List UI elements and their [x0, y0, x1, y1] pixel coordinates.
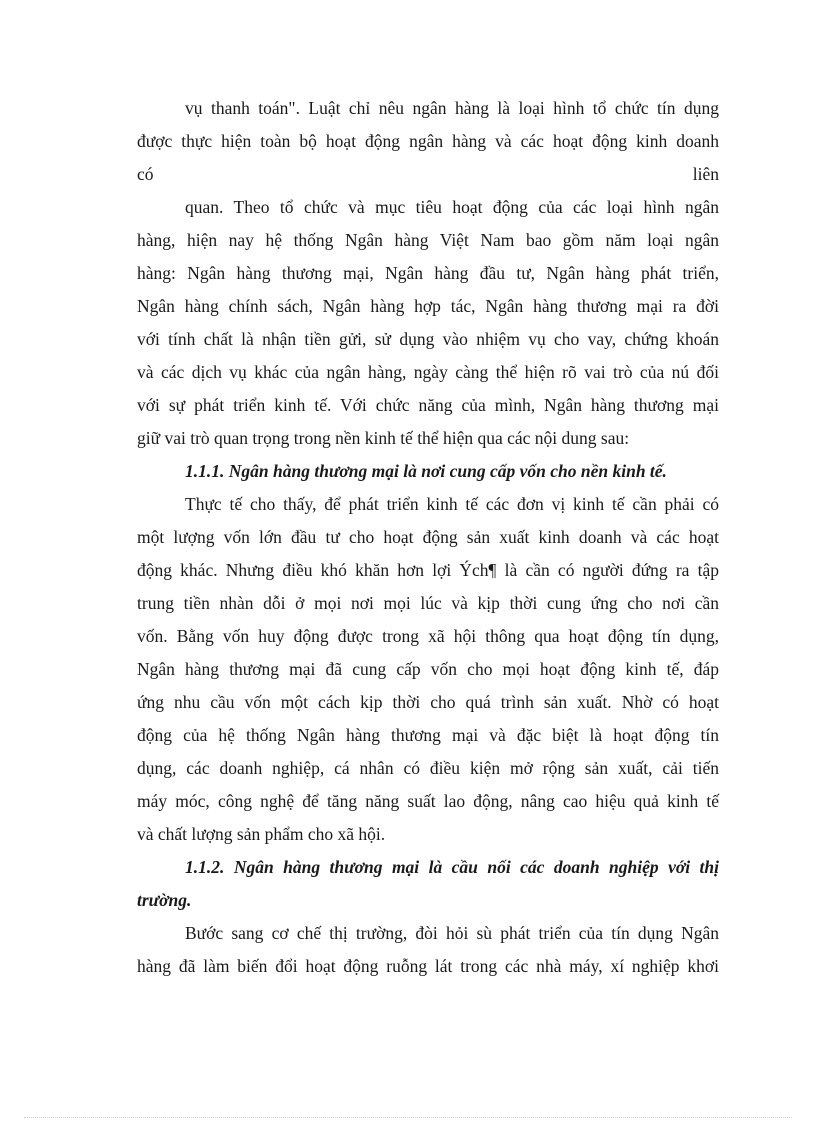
paragraph-line: và các dịch vụ khác của ngân hàng, ngày càng thể hiện rõ vai trò của nú đối: [137, 362, 719, 382]
section-heading: 1.1.2. Ngân hàng thương mại là cầu nối các doanh nghiệp với thị: [185, 857, 719, 877]
paragraph-first-line: vụ thanh toán". Luật chỉ nêu ngân hàng là loại hình tổ chức tín dụng: [185, 98, 719, 118]
document-page: [137, 92, 719, 983]
paragraph-line: Ngân hàng chính sách, Ngân hàng hợp tác, Ngân hàng thương mại ra đời: [137, 296, 719, 316]
paragraph-line: máy móc, công nghệ để tăng năng suất lao động, nâng cao hiệu quả kinh tế: [137, 791, 719, 811]
paragraph-first-line: Thực tế cho thấy, để phát triển kinh tế các đơn vị kinh tế cần phải có: [185, 494, 719, 514]
paragraph-line: vốn. Bằng vốn huy động được trong xã hội thông qua hoạt động tín dụng,: [137, 626, 719, 646]
paragraph-line: [137, 158, 719, 191]
paragraph-line: với sự phát triển kinh tế. Với chức năng của mình, Ngân hàng thương mại: [137, 395, 719, 415]
paragraph-first-line: Bước sang cơ chế thị trường, đòi hỏi sù phát triển của tín dụng Ngân: [185, 923, 719, 943]
paragraph-line: với tính chất là nhận tiền gửi, sử dụng vào nhiệm vụ cho vay, chứng khoán: [137, 329, 719, 349]
paragraph-line: động khác. Nhưng điều khó khăn hơn lợi Ých¶ là cần có người đứng ra tập: [137, 560, 719, 580]
paragraph-line: hàng, hiện nay hệ thống Ngân hàng Việt Nam bao gồm năm loại ngân: [137, 230, 719, 250]
paragraph-line: được thực hiện toàn bộ hoạt động ngân hàng và các hoạt động kinh doanh: [137, 131, 719, 151]
paragraph-first-line: quan. Theo tổ chức và mục tiêu hoạt động của các loại hình ngân: [185, 197, 719, 217]
paragraph-last-line: và chất lượng sản phẩm cho xã hội.: [137, 824, 386, 844]
paragraph-line: hàng: Ngân hàng thương mại, Ngân hàng đầu tư, Ngân hàng phát triển,: [137, 263, 719, 283]
paragraph-line: một lượng vốn lớn đầu tư cho hoạt động sản xuất kinh doanh và các hoạt: [137, 527, 719, 547]
paragraph-last-line: giữ vai trò quan trọng trong nền kinh tế thể hiện qua các nội dung sau:: [137, 428, 630, 448]
paragraph-line: ứng nhu cầu vốn một cách kịp thời cho quá trình sản xuất. Nhờ có hoạt: [137, 692, 719, 712]
section-heading-continued: trường.: [137, 890, 192, 910]
paragraph-line: Ngân hàng thương mại đã cung cấp vốn cho mọi hoạt động kinh tế, đáp: [137, 659, 719, 679]
paragraph-line: hàng đã làm biến đổi hoạt động ruỗng lát trong các nhà máy, xí nghiệp khơi: [137, 956, 719, 976]
paragraph-line: dụng, các doanh nghiệp, cá nhân có điều kiện mở rộng sản xuất, cải tiến: [137, 758, 719, 778]
section-heading: 1.1.1. Ngân hàng thương mại là nơi cung cấp vốn cho nền kinh tế.: [185, 461, 667, 481]
word: có: [137, 164, 154, 184]
paragraph-line: trung tiền nhàn dỗi ở mọi nơi mọi lúc và kịp thời cung ứng cho nơi cần: [137, 593, 719, 613]
paragraph-line: động của hệ thống Ngân hàng thương mại và đặc biệt là hoạt động tín: [137, 725, 719, 745]
word: liên: [692, 164, 719, 184]
page-bottom-divider: [24, 1117, 792, 1118]
